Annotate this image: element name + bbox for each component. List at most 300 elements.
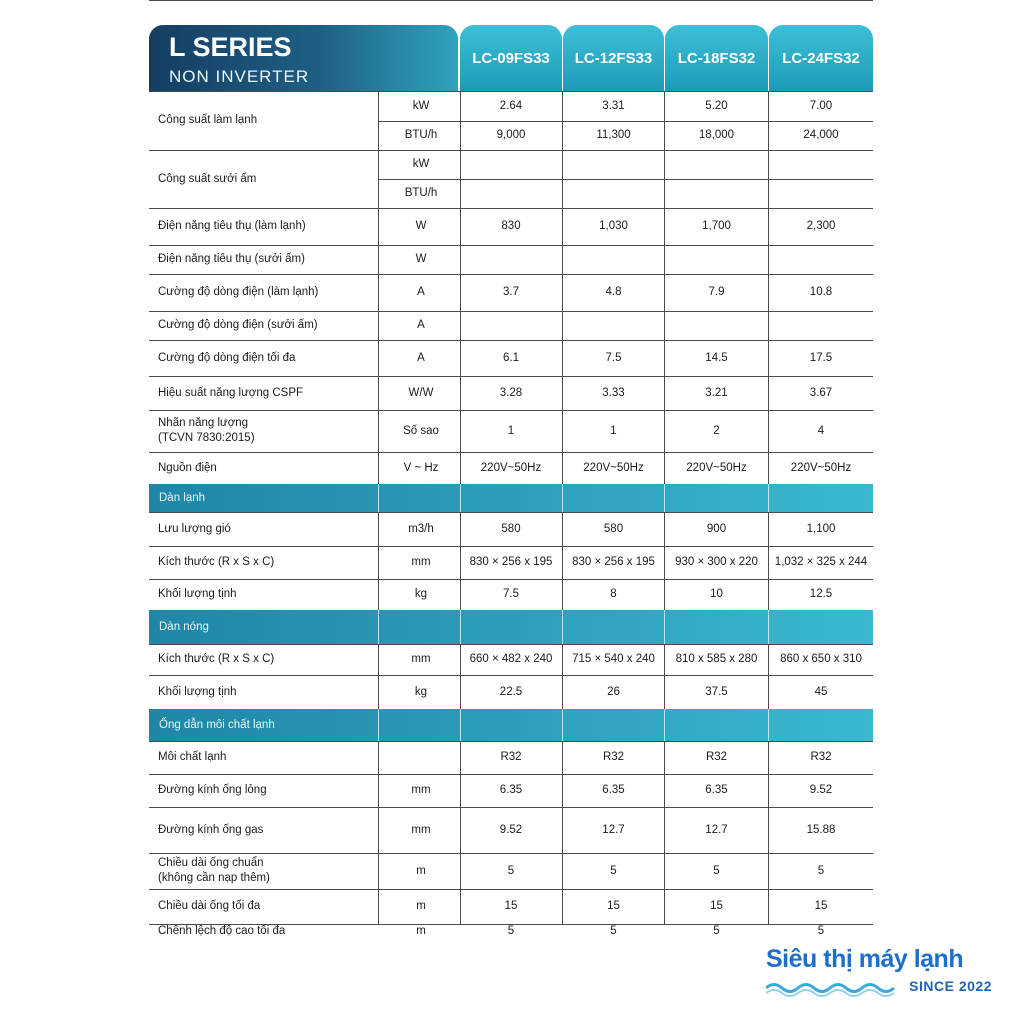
column-divider [562, 579, 563, 610]
column-divider [768, 807, 769, 853]
value-cell [460, 546, 562, 579]
column-divider [768, 91, 769, 150]
column-divider [664, 376, 665, 410]
row-divider [149, 0, 873, 1]
value-cell-text: 4 [817, 424, 825, 437]
spec-label [158, 245, 378, 274]
column-divider [460, 853, 461, 889]
column-divider [460, 245, 461, 274]
value-cell-text: 15 [504, 900, 518, 912]
unit-cell [381, 512, 461, 546]
spec-label [158, 410, 378, 452]
spec-label-text: Khối lượng tịnh [158, 685, 237, 698]
value-cell [460, 889, 562, 924]
value-cell [563, 853, 664, 889]
column-divider [562, 452, 563, 484]
value-cell [563, 340, 664, 376]
column-divider [664, 208, 665, 245]
value-cell [563, 121, 664, 150]
value-cell-text: 3.67 [809, 386, 833, 399]
unit-cell [381, 644, 461, 675]
value-cell-text: 1 [610, 424, 617, 437]
section-band [149, 484, 873, 512]
column-divider [460, 452, 461, 484]
column-divider [460, 340, 461, 376]
column-divider [664, 675, 665, 709]
spec-label [158, 546, 378, 579]
value-cell [769, 807, 873, 853]
value-cell-text: 7.00 [809, 99, 833, 112]
value-cell [769, 311, 873, 340]
column-divider [460, 546, 461, 579]
value-cell-text: 5 [507, 864, 515, 877]
unit-cell [381, 889, 461, 924]
value-cell [460, 245, 562, 274]
unit-cell-text: m [416, 864, 426, 877]
column-divider [460, 741, 461, 774]
value-cell [563, 644, 664, 675]
column-divider [768, 512, 769, 546]
unit-cell-text: mm [411, 784, 431, 796]
value-cell [665, 150, 768, 179]
value-cell-text: 7.9 [708, 286, 725, 298]
value-cell-text: R32 [500, 751, 522, 763]
unit-cell [381, 675, 461, 709]
column-divider [460, 889, 461, 924]
value-cell [665, 512, 768, 546]
value-cell-text: 1,700 [702, 220, 731, 232]
value-cell [460, 924, 562, 939]
column-divider [768, 774, 769, 807]
spec-label-text: Cường độ dòng điện (sưởi ấm) [158, 319, 318, 331]
column-divider [378, 410, 379, 452]
value-cell [563, 311, 664, 340]
value-cell [769, 452, 873, 484]
spec-label-text: Kích thước (R x S x C) [158, 556, 275, 568]
unit-cell-text: m [416, 925, 426, 937]
column-divider [562, 91, 563, 150]
value-cell-text: 5 [610, 925, 617, 937]
value-cell [460, 311, 562, 340]
value-cell [665, 91, 768, 121]
value-cell [563, 376, 664, 410]
value-cell [563, 741, 664, 774]
value-cell [563, 452, 664, 484]
unit-cell [381, 807, 461, 853]
value-cell-text: 830 × 256 x 195 [469, 556, 553, 568]
value-cell-text: 830 [501, 220, 521, 232]
column-divider [562, 274, 563, 311]
column-divider [562, 311, 563, 340]
unit-cell [381, 121, 461, 150]
unit-cell [381, 741, 461, 774]
value-cell-text: 12.5 [809, 588, 833, 600]
value-cell [460, 150, 562, 179]
value-cell-text: 3.21 [705, 386, 728, 399]
column-divider [378, 376, 379, 410]
unit-cell [381, 546, 461, 579]
column-divider [768, 546, 769, 579]
value-cell [460, 179, 562, 208]
column-divider [378, 807, 379, 853]
column-divider [768, 741, 769, 774]
value-cell-text: 3.28 [499, 386, 523, 399]
unit-cell-text: BTU/h [404, 187, 438, 199]
spec-label-text: Khối lượng tịnh [158, 588, 237, 600]
spec-label-text: Hiệu suất năng lượng CSPF [158, 386, 304, 399]
value-cell [769, 121, 873, 150]
value-cell [563, 150, 664, 179]
band-divider [664, 709, 665, 741]
band-divider [768, 709, 769, 741]
section-band [149, 709, 873, 741]
unit-cell-text: kg [414, 685, 428, 698]
column-divider [562, 853, 563, 889]
column-divider [378, 311, 379, 340]
column-divider [378, 512, 379, 546]
spec-label [158, 91, 378, 150]
value-cell [563, 274, 664, 311]
value-cell [665, 311, 768, 340]
column-divider [562, 741, 563, 774]
value-cell-text: 810 x 585 x 280 [675, 653, 758, 665]
unit-cell-text: mm [411, 823, 431, 836]
value-cell-text: 9.52 [809, 784, 833, 796]
value-cell [460, 376, 562, 410]
value-cell [769, 150, 873, 179]
column-divider [664, 410, 665, 452]
column-divider [460, 91, 461, 150]
band-divider [378, 610, 379, 644]
value-cell [460, 121, 562, 150]
value-cell-text: 5.20 [705, 99, 728, 112]
value-cell-text: 12.7 [602, 823, 625, 836]
unit-cell [381, 91, 461, 121]
value-cell-text: 830 × 256 x 195 [572, 556, 655, 568]
value-cell-text: R32 [810, 751, 832, 763]
column-divider [562, 675, 563, 709]
spec-label [158, 150, 378, 208]
column-divider [460, 675, 461, 709]
value-cell-text: 5 [610, 864, 617, 877]
value-cell-text: 9.52 [499, 823, 523, 836]
watermark-logo [764, 945, 1000, 1000]
column-divider [378, 274, 379, 311]
column-divider [378, 579, 379, 610]
band-divider [562, 709, 563, 741]
value-cell [563, 179, 664, 208]
value-cell [665, 452, 768, 484]
column-divider [460, 579, 461, 610]
value-cell-text: 15 [814, 900, 828, 912]
unit-cell [381, 579, 461, 610]
column-divider [378, 889, 379, 924]
column-divider [378, 644, 379, 675]
column-divider [664, 311, 665, 340]
band-divider [378, 709, 379, 741]
value-cell-text: 5 [713, 925, 720, 937]
column-divider [562, 150, 563, 208]
unit-cell [381, 376, 461, 410]
value-cell [665, 889, 768, 924]
spec-label-text: Công suất làm lạnh [158, 114, 258, 126]
spec-label-text: Chiều dài ống tối đa [158, 900, 261, 912]
column-divider [664, 512, 665, 546]
model-header-3: LC-18FS32 [665, 25, 768, 91]
spec-label [158, 774, 378, 807]
value-cell [460, 410, 562, 452]
unit-cell-text: Số sao [403, 424, 439, 437]
column-divider [664, 274, 665, 311]
value-cell-text: 580 [501, 522, 521, 535]
value-cell-text: 1 [507, 424, 515, 437]
value-cell-text: 15 [607, 900, 620, 912]
column-divider [562, 807, 563, 853]
value-cell-text: 10 [710, 588, 723, 600]
spec-label-text: Công suất sưởi ấm [158, 172, 257, 185]
column-divider [664, 546, 665, 579]
value-cell [769, 924, 873, 939]
value-cell-text: 3.31 [602, 99, 625, 112]
value-cell [769, 512, 873, 546]
value-cell [460, 774, 562, 807]
column-divider [378, 340, 379, 376]
watermark-since: SINCE 2022 [909, 978, 992, 994]
band-divider [768, 484, 769, 512]
unit-cell-text: W [415, 253, 427, 265]
value-cell-text: 5 [817, 925, 825, 937]
value-cell-text: 1,100 [806, 522, 836, 535]
value-cell [769, 774, 873, 807]
spec-label-text: Chiều dài ống chuẩn (không cần nạp thêm) [158, 857, 270, 884]
value-cell [460, 91, 562, 121]
wave-icon [766, 979, 896, 997]
unit-cell-text: m3/h [408, 522, 434, 535]
value-cell [769, 245, 873, 274]
value-cell [460, 340, 562, 376]
value-cell [665, 121, 768, 150]
unit-cell [381, 774, 461, 807]
value-cell [665, 208, 768, 245]
column-divider [562, 546, 563, 579]
value-cell-text: 26 [607, 685, 620, 698]
column-divider [664, 452, 665, 484]
spec-label-text: Điện năng tiêu thụ (làm lạnh) [158, 220, 306, 232]
column-divider [460, 774, 461, 807]
column-divider [562, 774, 563, 807]
column-divider [378, 774, 379, 807]
value-cell-text: 6.1 [503, 351, 519, 364]
value-cell-text: 45 [814, 685, 828, 698]
value-cell [769, 340, 873, 376]
spec-label [158, 376, 378, 410]
band-divider [768, 610, 769, 644]
value-cell [460, 579, 562, 610]
value-cell-text: 660 × 482 x 240 [469, 653, 553, 665]
value-cell [769, 675, 873, 709]
column-divider [562, 245, 563, 274]
value-cell-text: 2,300 [806, 220, 836, 232]
unit-cell-text: m [416, 900, 426, 912]
value-cell-text: 8 [610, 588, 617, 600]
column-divider [768, 376, 769, 410]
value-cell [769, 889, 873, 924]
value-cell [665, 179, 768, 208]
value-cell-text: 2.64 [499, 99, 523, 112]
value-cell-text: 220V~50Hz [686, 461, 747, 474]
value-cell-text: 5 [713, 864, 720, 877]
value-cell-text: 15 [710, 900, 723, 912]
value-cell [769, 546, 873, 579]
column-divider [768, 579, 769, 610]
value-cell [769, 741, 873, 774]
column-divider [460, 274, 461, 311]
unit-cell [381, 274, 461, 311]
value-cell-text: 220V~50Hz [480, 461, 542, 474]
value-cell [665, 853, 768, 889]
value-cell-text: 220V~50Hz [790, 461, 852, 474]
column-divider [664, 853, 665, 889]
band-divider [460, 610, 461, 644]
column-divider [768, 675, 769, 709]
column-divider [664, 150, 665, 208]
column-divider [562, 208, 563, 245]
column-divider [378, 546, 379, 579]
value-cell [665, 410, 768, 452]
column-divider [562, 644, 563, 675]
column-divider [378, 91, 379, 150]
value-cell-text: 1,032 × 325 x 244 [774, 556, 868, 568]
unit-cell-text: kW [412, 158, 430, 170]
spec-label [158, 889, 378, 924]
band-divider [664, 610, 665, 644]
value-cell-text: 12.7 [705, 823, 728, 836]
value-cell-text: 14.5 [705, 351, 728, 364]
value-cell-text: 10.8 [809, 286, 833, 298]
value-cell-text: R32 [705, 751, 728, 763]
value-cell [665, 546, 768, 579]
column-divider [768, 340, 769, 376]
column-divider [664, 741, 665, 774]
value-cell-text: 6.35 [602, 784, 625, 796]
value-cell [665, 741, 768, 774]
column-divider [768, 208, 769, 245]
unit-cell [381, 853, 461, 889]
column-divider [664, 245, 665, 274]
column-divider [378, 675, 379, 709]
model-header-1: LC-09FS33 [460, 25, 562, 91]
value-cell [769, 644, 873, 675]
value-cell [460, 675, 562, 709]
unit-cell [381, 340, 461, 376]
spec-label [158, 579, 378, 610]
model-header-4: LC-24FS32 [769, 25, 873, 91]
series-title: L SERIES [169, 32, 292, 62]
spec-label [158, 208, 378, 245]
value-cell-text: 3.7 [503, 286, 519, 298]
column-divider [664, 644, 665, 675]
column-divider [460, 512, 461, 546]
unit-cell [381, 924, 461, 939]
value-cell [665, 774, 768, 807]
value-cell [563, 512, 664, 546]
spec-label [158, 512, 378, 546]
value-cell [563, 91, 664, 121]
unit-cell [381, 245, 461, 274]
value-cell [563, 579, 664, 610]
column-divider [664, 579, 665, 610]
value-cell-text: 17.5 [809, 351, 833, 364]
column-divider [460, 150, 461, 208]
column-divider [768, 311, 769, 340]
section-band [149, 610, 873, 644]
value-cell-text: 3.33 [602, 386, 625, 399]
value-cell [769, 579, 873, 610]
value-cell [665, 644, 768, 675]
value-cell [460, 741, 562, 774]
spec-label-text: Nhãn năng lượng (TCVN 7830:2015) [158, 417, 255, 444]
column-divider [378, 853, 379, 889]
model-header-2: LC-12FS33 [563, 25, 664, 91]
value-cell-text: 1,030 [599, 220, 628, 232]
spec-label-text: Cường độ dòng điện tối đa [158, 351, 296, 364]
value-cell [563, 410, 664, 452]
column-divider [768, 410, 769, 452]
value-cell-text: 715 × 540 x 240 [572, 653, 655, 665]
column-divider [768, 452, 769, 484]
value-cell [769, 91, 873, 121]
column-divider [562, 410, 563, 452]
column-divider [768, 644, 769, 675]
value-cell [563, 675, 664, 709]
value-cell [769, 179, 873, 208]
spec-label-text: Cường độ dòng điện (làm lạnh) [158, 286, 319, 298]
unit-cell [381, 150, 461, 179]
unit-cell-text: V ~ Hz [403, 461, 439, 474]
unit-cell-text: A [417, 351, 425, 364]
spec-label-text: Môi chất lạnh [158, 751, 227, 763]
value-cell-text: 18,000 [698, 129, 735, 141]
value-cell [563, 807, 664, 853]
series-header [149, 25, 458, 91]
value-cell [769, 853, 873, 889]
band-divider [460, 484, 461, 512]
column-divider [378, 741, 379, 774]
value-cell-text: 2 [713, 424, 720, 437]
column-divider [562, 376, 563, 410]
value-cell-text: 860 x 650 x 310 [780, 653, 862, 665]
value-cell-text: 5 [507, 925, 515, 937]
section-band-label: Dàn nóng [159, 621, 209, 633]
unit-cell-text: A [417, 319, 425, 331]
value-cell-text: 7.5 [605, 351, 622, 364]
unit-cell [381, 179, 461, 208]
value-cell-text: 220V~50Hz [583, 461, 644, 474]
column-divider [378, 208, 379, 245]
column-divider [664, 91, 665, 150]
section-band-label: Ống dẫn môi chất lạnh [159, 719, 275, 731]
spec-label-text: Nguồn điện [158, 461, 217, 474]
value-cell-text: 37.5 [705, 685, 728, 698]
value-cell-text: 9,000 [496, 129, 526, 141]
column-divider [768, 853, 769, 889]
column-divider [664, 774, 665, 807]
value-cell-text: 900 [706, 522, 727, 535]
value-cell [460, 274, 562, 311]
spec-label [158, 675, 378, 709]
unit-cell-text: mm [411, 556, 431, 568]
value-cell-text: 11,300 [596, 129, 631, 141]
